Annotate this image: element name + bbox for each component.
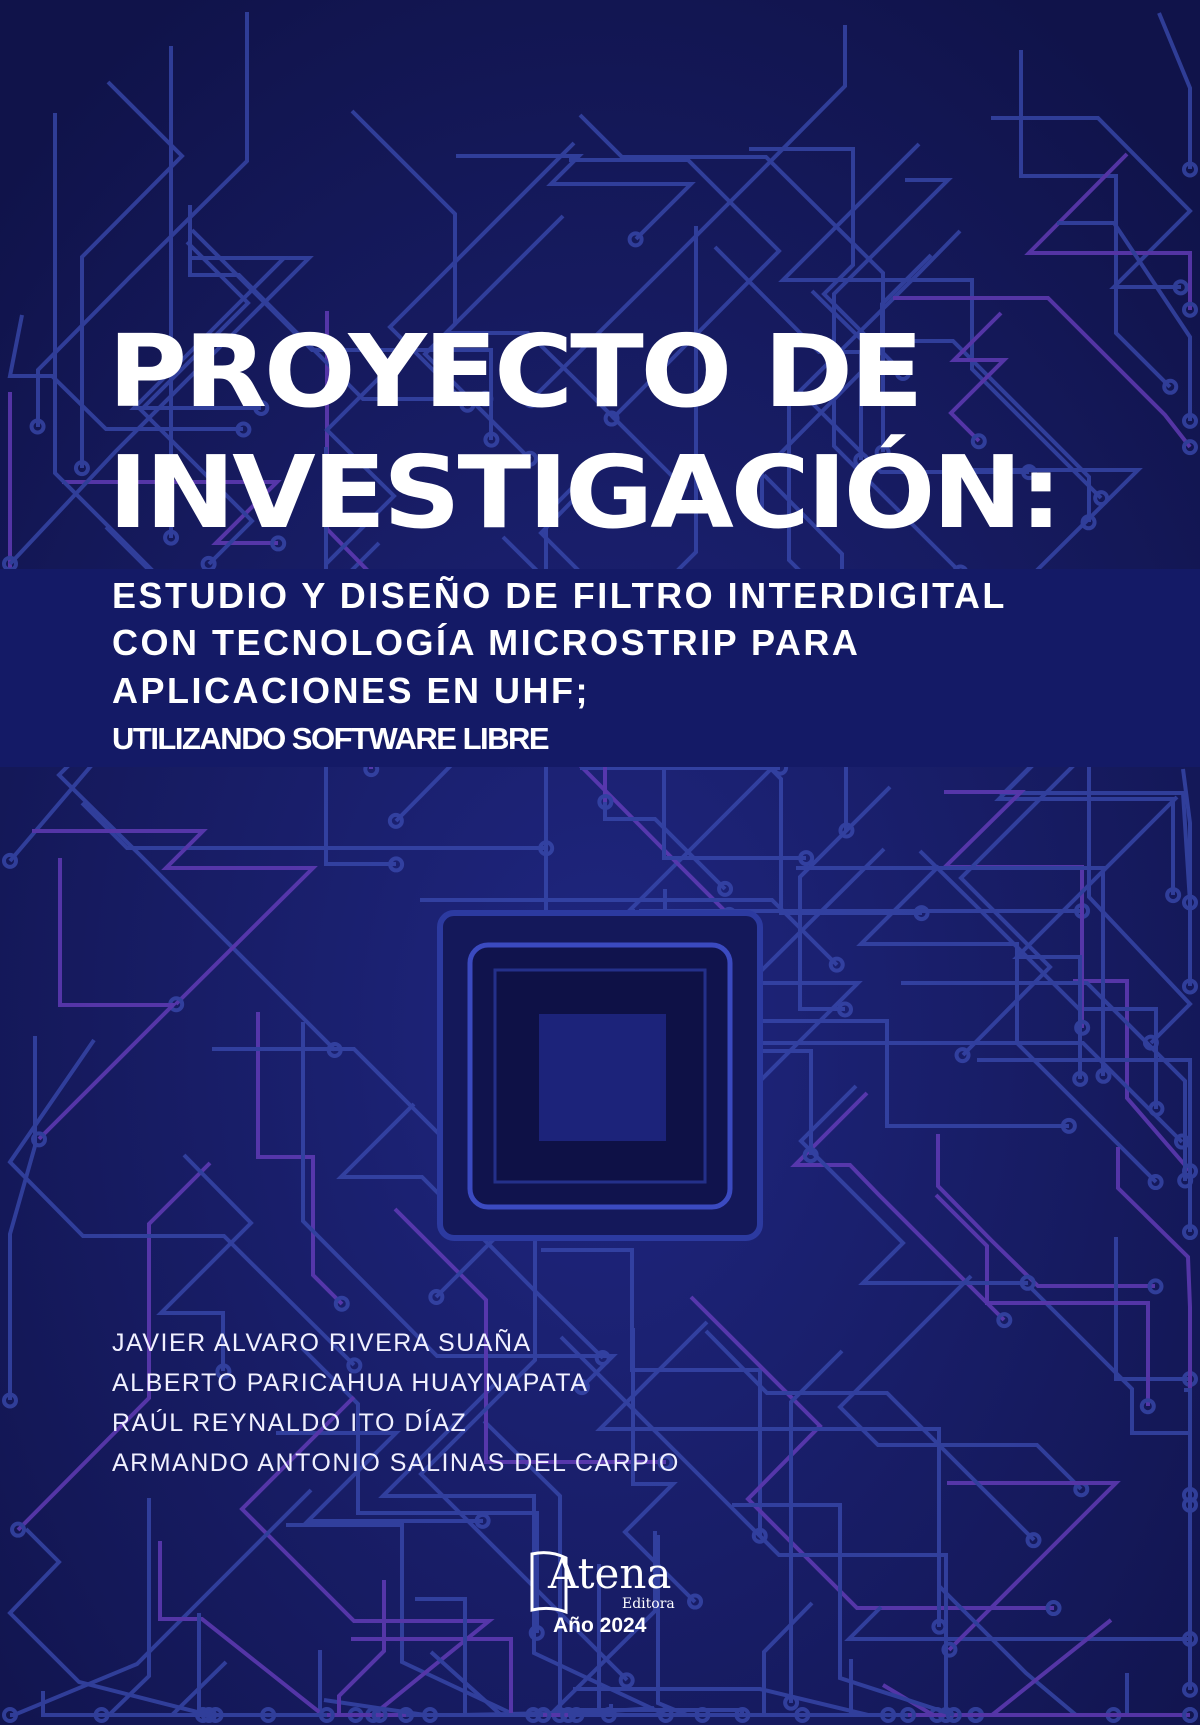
title-line-1: PROYECTO DE	[108, 313, 921, 430]
publisher-sub: Editora	[622, 1596, 675, 1612]
subtitle-line: CON TECNOLOGÍA MICROSTRIP PARA	[112, 622, 861, 663]
subtitle-line: APLICACIONES EN UHF;	[112, 670, 591, 711]
author: ARMANDO ANTONIO SALINAS DEL CARPIO	[112, 1449, 680, 1477]
author: RAÚL REYNALDO ITO DÍAZ	[112, 1409, 468, 1437]
author: JAVIER ALVARO RIVERA SUAÑA	[112, 1329, 532, 1357]
chip	[440, 913, 760, 1238]
publisher-name: Atena	[548, 1549, 672, 1598]
publication-year: Año 2024	[553, 1614, 647, 1637]
title-line-2: INVESTIGACIÓN:	[108, 434, 1060, 551]
author: ALBERTO PARICAHUA HUAYNAPATA	[112, 1369, 589, 1397]
subtitle-tail: UTILIZANDO SOFTWARE LIBRE	[112, 721, 549, 756]
subtitle-line: ESTUDIO Y DISEÑO DE FILTRO INTERDIGITAL	[112, 575, 1007, 616]
